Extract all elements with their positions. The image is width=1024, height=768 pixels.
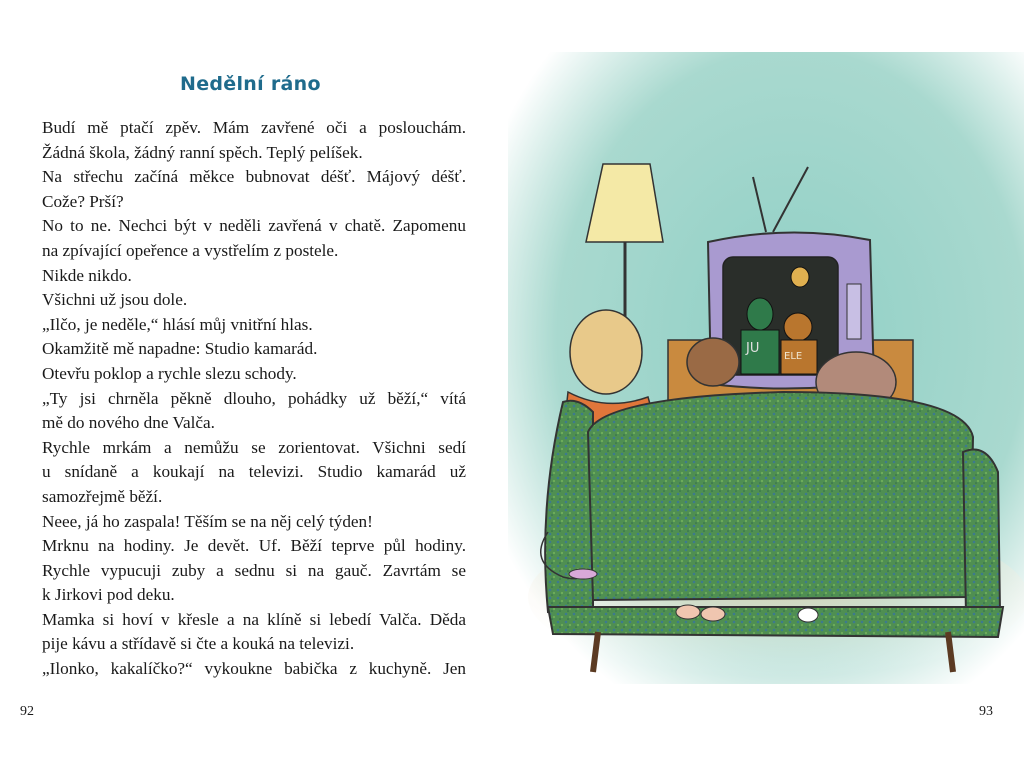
text-line: Všichni už jsou dole.: [42, 290, 188, 310]
puppet-shirt-text-right: ELE: [784, 351, 803, 362]
living-room-illustration: [508, 52, 1024, 684]
text-line: Mrknu na hodiny. Je devět. Uf. Běží teprve půl hodiny.: [42, 536, 466, 556]
illustration: [508, 52, 1024, 684]
text-line: Rychle vypucuji zuby a sednu si na gauč. Zavrtám se: [42, 560, 466, 580]
text-line: Otevřu poklop a rychle slezu schody.: [42, 363, 297, 383]
text-line: k Jirkovi pod deku.: [42, 585, 175, 605]
text-line: „Ilčo, je neděle,“ hlásí můj vnitřní hlas.: [42, 314, 313, 334]
text-line: samozřejmě běží.: [42, 486, 163, 506]
text-line: No to ne. Nechci být v neděli zavřená v chatě. Zapomenu: [42, 216, 466, 236]
body-text: [42, 116, 466, 682]
text-line: u snídaně a koukají na televizi. Studio kamarád už: [42, 462, 466, 482]
text-line: Cože? Prší?: [42, 191, 124, 211]
chapter-title: Nedělní ráno: [180, 73, 321, 95]
text-line: Budí mě ptačí zpěv. Mám zavřené oči a poslouchám.: [42, 118, 466, 137]
page-number-left: 92: [20, 704, 34, 719]
text-line: „Ilonko, kakalíčko?“ vykoukne babička z kuchyně. Jen: [42, 659, 466, 679]
text-line: Nikde nikdo.: [42, 265, 132, 285]
text-line: mě do nového dne Valča.: [42, 413, 215, 433]
text-line: Okamžitě mě napadne: Studio kamarád.: [42, 339, 318, 359]
text-line: Rychle mrkám a nemůžu se zorientovat. Všichni sedí: [42, 437, 466, 457]
text-line: „Ty jsi chrněla pěkně dlouho, pohádky už běží,“ vítá: [42, 388, 466, 408]
power-socket: [569, 569, 597, 579]
page-number-right: 93: [979, 704, 993, 719]
text-line: Neee, já ho zaspala! Těším se na něj celý týden!: [42, 511, 373, 531]
text-line: Na střechu začíná měkce bubnovat déšť. Májový déšť.: [42, 167, 466, 187]
puppet-shirt-text-left: JU: [746, 341, 760, 356]
left-page: [0, 0, 508, 768]
text-line: Mamka si hoví v křesle a na klíně si lebedí Valča. Děda: [42, 609, 466, 629]
text-line: na zpívající opeřence a vystřelím z postele.: [42, 240, 339, 260]
sofa: [545, 392, 1003, 672]
text-line: pije kávu a střídavě si čte a kouká na televizi.: [42, 634, 355, 654]
text-line: Žádná škola, žádný ranní spěch. Teplý pelíšek.: [42, 142, 363, 162]
